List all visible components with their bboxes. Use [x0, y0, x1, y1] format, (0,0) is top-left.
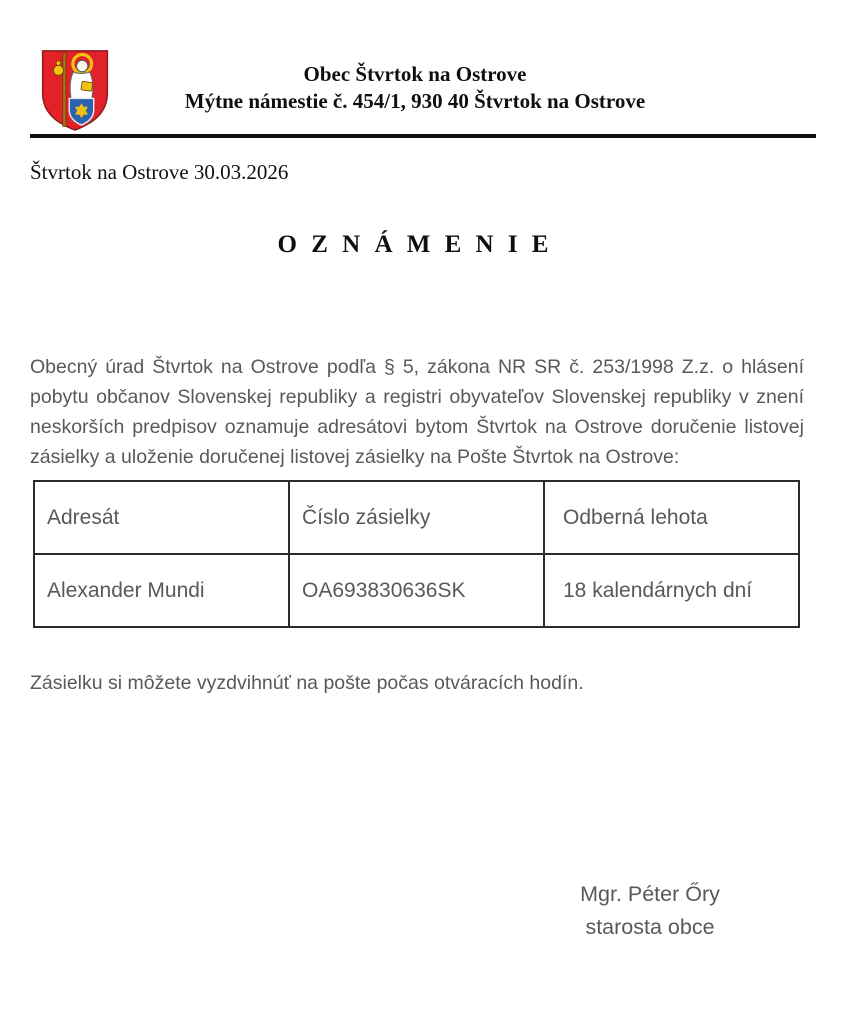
document-title: O Z N Á M E N I E	[277, 231, 553, 258]
shipment-table	[33, 480, 800, 628]
column-header-addressee: Adresát	[34, 481, 289, 554]
cell-pickup-period: 18 kalendárnych dní	[544, 554, 799, 627]
signature-block	[520, 878, 780, 944]
signatory-name: Mgr. Péter Őry	[580, 882, 720, 906]
cell-addressee-name: Alexander Mundi	[34, 554, 289, 627]
place-and-date: Štvrtok na Ostrove 30.03.2026	[30, 160, 289, 184]
signatory-role: starosta obce	[585, 915, 715, 939]
pickup-note: Zásielku si môžete vyzdvihnúť na pošte počas otváracích hodín.	[30, 672, 584, 694]
org-address: Mýtne námestie č. 454/1, 930 40 Štvrtok na Ostrove	[184, 89, 646, 113]
table-header-row	[34, 481, 799, 554]
column-header-pickup-period: Odberná lehota	[544, 481, 799, 554]
table-row	[34, 554, 799, 627]
cell-shipment-number: OA693830636SK	[289, 554, 544, 627]
notice-body-paragraph: Obecný úrad Štvrtok na Ostrove podľa § 5, zákona NR SR č. 253/1998 Z.z. o hlásení pobytu občanov Slovenskej republiky a registri obyvateľov Slovenskej republiky v znení neskorších predpisov oznamuje adresátovi bytom Štvrtok na Ostrove doručenie listovej zásielky a uloženie doručenej listovej zásielky na Pošte Štvrtok na Ostrove:	[30, 356, 804, 468]
letterhead-divider	[30, 134, 816, 138]
org-name: Obec Štvrtok na Ostrove	[303, 62, 527, 86]
letterhead	[0, 61, 830, 115]
column-header-shipment-number: Číslo zásielky	[289, 481, 544, 554]
